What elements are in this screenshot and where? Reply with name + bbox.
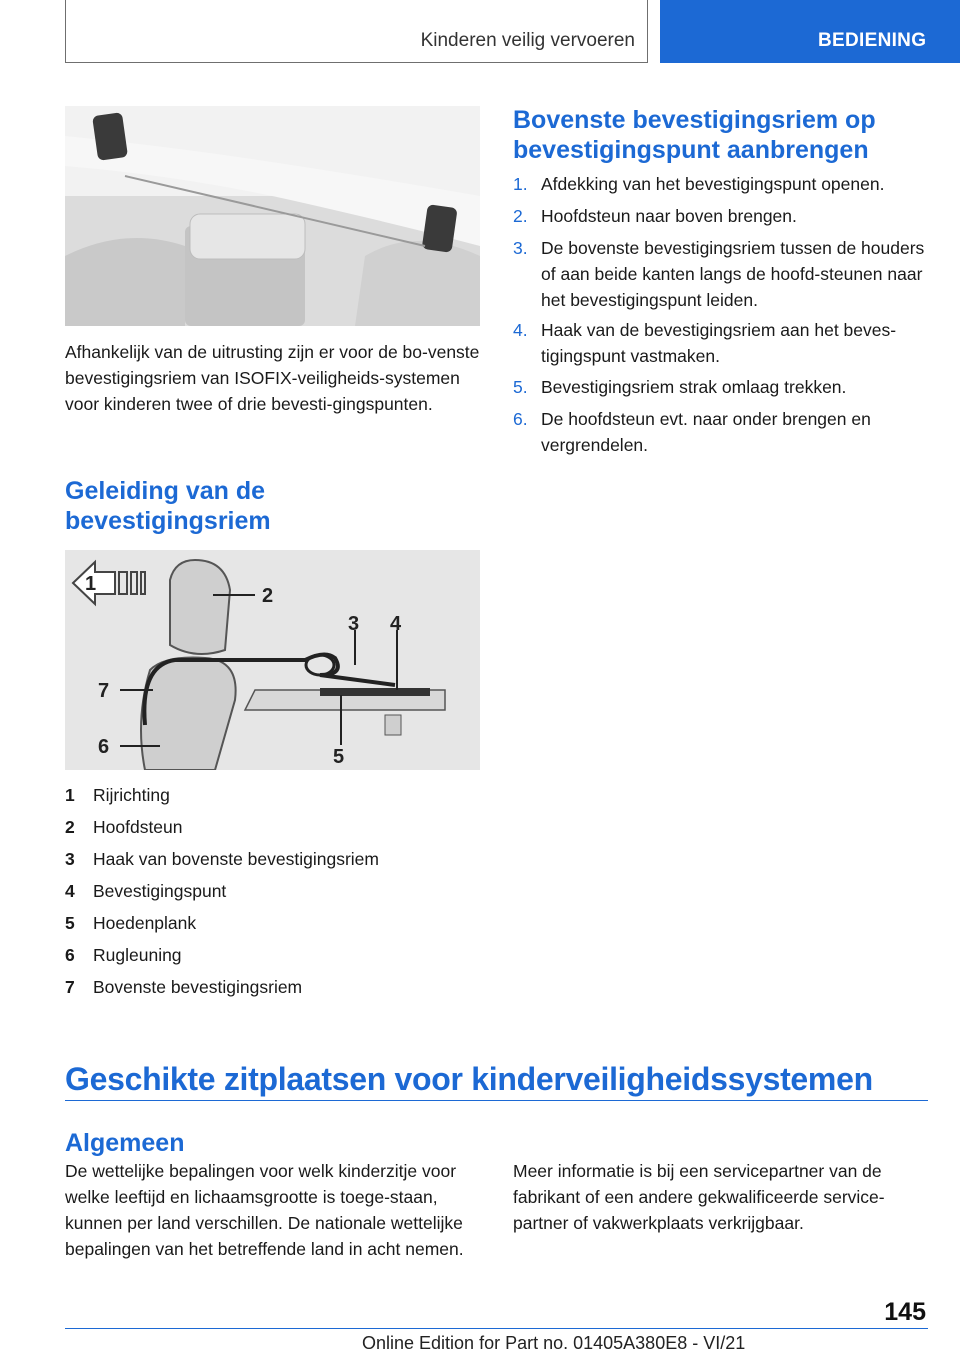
footer-divider: [65, 1328, 928, 1329]
edition-info: Online Edition for Part no. 01405A380E8 - VI/21: [362, 1333, 746, 1353]
left-section-heading: Geleiding van de bevestigingsriem: [65, 477, 271, 535]
step-text: De bovenste bevestigingsriem tussen de houders of aan beide kanten langs de hoofd-steunen naar het bevestigingspunt leiden.: [541, 238, 925, 310]
legend-label: Hoofdsteun: [93, 817, 183, 837]
callout-2: 2: [262, 585, 274, 607]
step-text: Bevestigingsriem strak omlaag trekken.: [541, 377, 847, 397]
title-underline: [65, 1100, 928, 1101]
callout-4: 4: [390, 613, 402, 635]
legend-label: Hoedenplank: [93, 913, 197, 933]
callout-3: 3: [348, 613, 360, 635]
callout-5: 5: [333, 746, 345, 768]
rear-shelf-illustration: [65, 106, 480, 326]
direction-arrow-icon: [73, 562, 145, 604]
legend-label: Bevestigingspunt: [93, 881, 227, 901]
tether-routing-diagram: [65, 550, 480, 770]
legend-number: 1: [65, 785, 75, 805]
step-text: Afdekking van het bevestigingspunt openen.: [541, 174, 885, 194]
callout-6: 6: [98, 736, 110, 758]
legend-number: 6: [65, 945, 75, 965]
bottom-paragraph-right: Meer informatie is bij een servicepartner van de fabrikant of een andere gekwalificeerde service-partner of vakwerkplaats verkrijgbaar.: [513, 1161, 885, 1233]
intro-paragraph: Afhankelijk van de uitrusting zijn er voor de bo-venste bevestigingsriem van ISOFIX-veiligheids-systemen voor kinderen twee of drie bevesti-gingspunten.: [65, 342, 480, 414]
callout-7: 7: [98, 680, 110, 702]
right-section-heading: Bovenste bevestigingsriem op bevestigingspunt aanbrengen: [513, 106, 876, 164]
tether-diagram-svg: [65, 550, 480, 770]
step-text: Hoofdsteun naar boven brengen.: [541, 206, 797, 226]
instruction-step: [513, 406, 933, 458]
step-number: 6.: [513, 409, 528, 429]
legend-label: Bovenste bevestigingsriem: [93, 977, 303, 997]
instruction-step: [513, 317, 933, 369]
step-number: 2.: [513, 206, 528, 226]
step-text: Haak van de bevestigingsriem aan het beves-tigingspunt vastmaken.: [541, 320, 897, 366]
step-text: De hoofdsteun evt. naar onder brengen en vergrendelen.: [541, 409, 871, 455]
legend-number: 5: [65, 913, 75, 933]
legend-label: Haak van bovenste bevestigingsriem: [93, 849, 379, 869]
header-chapter-tab[interactable]: [660, 0, 960, 63]
instruction-step: [513, 171, 933, 197]
section-title: Kinderen veilig vervoeren: [420, 30, 635, 51]
instruction-step: [513, 374, 933, 400]
step-number: 3.: [513, 238, 528, 258]
step-number: 5.: [513, 377, 528, 397]
instruction-step: [513, 235, 933, 313]
legend-number: 2: [65, 817, 75, 837]
header-section-title: [65, 0, 648, 63]
step-number: 1.: [513, 174, 528, 194]
instruction-step: [513, 203, 933, 229]
legend-number: 4: [65, 881, 75, 901]
legend-label: Rijrichting: [93, 785, 170, 805]
rear-shelf-photo: [65, 106, 480, 326]
page-number: 145: [884, 1298, 926, 1326]
bottom-paragraph-left: De wettelijke bepalingen voor welk kinderzitje voor welke leeftijd en lichaamsgrootte is toege-staan, kunnen per land verschillen. De nationale wettelijke bepalingen van het betreffende land in acht nemen.: [65, 1161, 464, 1259]
legend-number: 7: [65, 977, 75, 997]
bottom-chapter-title: Geschikte zitplaatsen voor kinderveiligheidssystemen: [65, 1061, 873, 1097]
callout-1: 1: [85, 573, 97, 595]
chapter-title: BEDIENING: [818, 30, 927, 51]
legend-label: Rugleuning: [93, 945, 182, 965]
bottom-subheading: Algemeen: [65, 1129, 185, 1157]
legend-number: 3: [65, 849, 75, 869]
step-number: 4.: [513, 320, 528, 340]
